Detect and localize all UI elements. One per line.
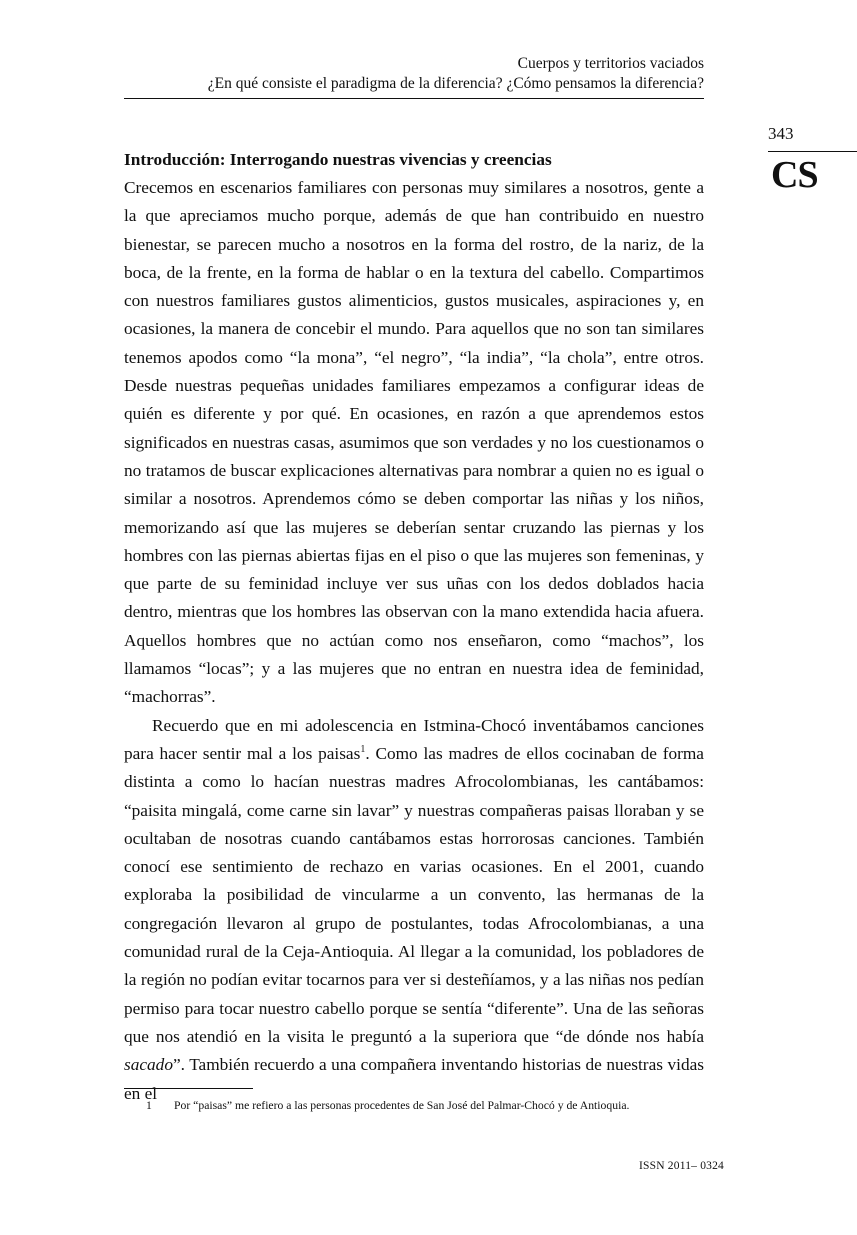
running-header-title: Cuerpos y territorios vaciados [517, 55, 704, 72]
paragraph-text: . Como las madres de ellos cocinaban de forma distinta a como lo hacían nuestras madres Afrocolombianas, les cantábamos: “paisita mingalá, come carne sin lavar” y nuestras compañeras paisas lloraban y se ocultaban de nosotras cuando cantábamos estas horrorosas canciones. También conocí ese sentimiento de rechazo en varias ocasiones. En el 2001, cuando exploraba la posibilidad de vincularme a un convento, las hermanas de la congregación llevaron al grupo de postulantes, todas Afrocolombianas, a una comunidad rural de la Ceja-Antioquia. Al llegar a la comunidad, los pobladores de la región no podían evitar tocarnos para ver si desteñíamos, y a las niñas nos pedían permiso para tocar nuestro cabello porque se sentía “diferente”. Una de las señoras que nos atendió en la visita le preguntó a la superiora que “de dónde nos había [124, 743, 704, 1046]
running-header-subtitle: ¿En qué consiste el paradigma de la diferencia? ¿Cómo pensamos la diferencia? [207, 75, 704, 92]
paragraph-text: Recuerdo que en mi adolescencia en Istmina-Chocó inventábamos canciones para hacer sentir mal a los paisas [124, 715, 704, 763]
footnote-number: 1 [146, 1099, 152, 1112]
paragraph-text: Crecemos en escenarios familiares con personas muy similares a nosotros, gente a la que apreciamos mucho porque, además de que han contribuido en nuestro bienestar, se parecen mucho a nosotros en la forma del rostro, de la nariz, de la boca, de la frente, en la forma de hablar o en la textura del cabello. Compartimos con nuestros familiares gustos alimenticios, gustos musicales, aspiraciones y, en ocasiones, la manera de concebir el mundo. Para aquellos que no son tan similares tenemos apodos como “la mona”, “el negro”, “la india”, “la chola”, entre otros. Desde nuestras pequeñas unidades familiares empezamos a configurar ideas de quién es diferente y por qué. En ocasiones, en razón a que aprendemos estos significados en nuestras casas, asumimos que son verdades y no los cuestionamos o no tratamos de buscar explicaciones alternativas para nombrar a quien no es igual o similar a nosotros. Aprendemos cómo se deben comportar las niñas y los niños, memorizando así que las mujeres se deberían sentar cruzando las piernas y los hombres con las piernas abiertas fijas en el piso o que las mujeres son femeninas, y que parte de su feminidad incluye ver sus uñas con los dedos doblados hacia dentro, mientras que los hombres las observan con la mano extendida hacia afuera. Aquellos hombres que no actúan como nos enseñaron, como “machos”, los llamamos “locas”; y a las mujeres que no entran en nuestra idea de feminidad, “machorras”. [124, 178, 704, 707]
article-body [124, 146, 704, 1108]
header-rule [124, 98, 704, 99]
footnote [146, 1098, 716, 1113]
footnote-divider [124, 1088, 253, 1089]
section-title: Introducción: Interrogando nuestras vivencias y creencias [124, 150, 552, 169]
running-header [124, 54, 704, 94]
body-paragraph [124, 174, 704, 712]
journal-mark: CS [771, 154, 818, 196]
italic-word: sacado [124, 1055, 173, 1075]
paragraph-text: ”. También recuerdo a una compañera inventando historias de nuestras vidas en el [124, 1055, 704, 1103]
footnote-text: Por “paisas” me refiero a las personas procedentes de San José del Palmar-Chocó y de Antioquia. [174, 1099, 630, 1112]
issn-label: ISSN 2011– 0324 [639, 1160, 724, 1172]
body-paragraph [124, 712, 704, 1108]
page-number: 343 [768, 124, 794, 143]
footnote-reference[interactable]: 1 [360, 744, 366, 756]
